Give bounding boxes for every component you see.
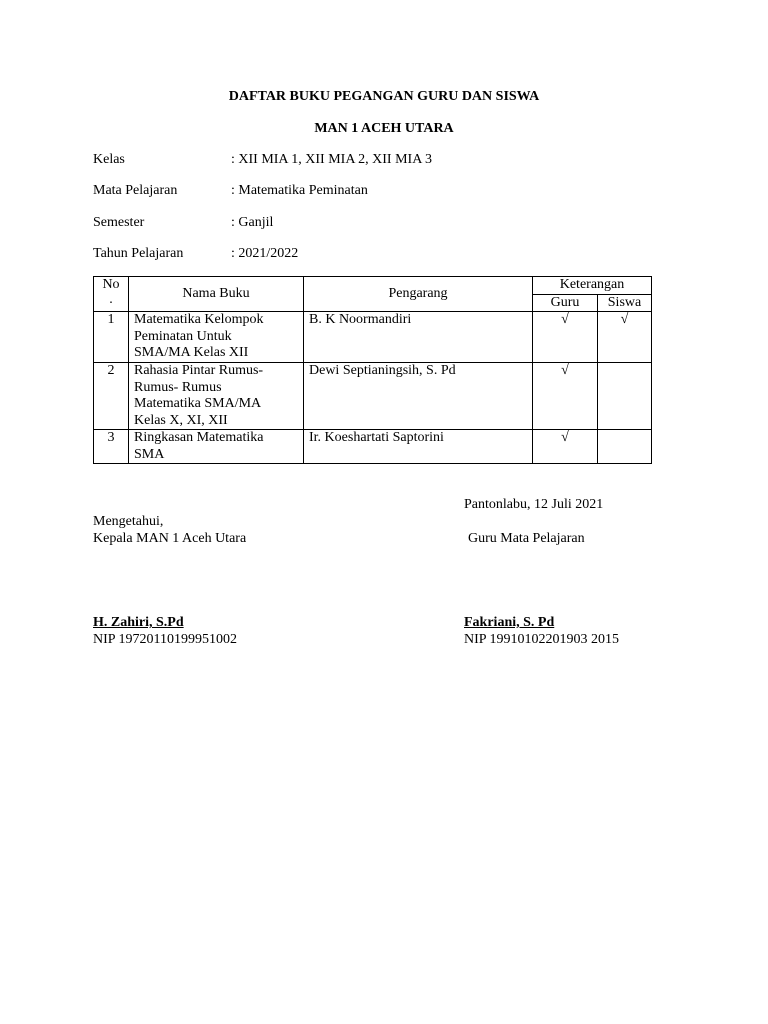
row-siswa-check: √ xyxy=(598,312,652,363)
header-guru: Guru xyxy=(533,294,598,312)
nama-line: SMA xyxy=(134,446,165,462)
left-signatory-nip: NIP 19720110199951002 xyxy=(93,632,238,647)
row-no: 1 xyxy=(94,312,129,363)
row-nama-buku xyxy=(129,430,304,464)
table-row xyxy=(94,430,652,464)
header-pengarang: Pengarang xyxy=(304,277,533,312)
book-table xyxy=(93,276,652,464)
left-signatory-name: H. Zahiri, S.Pd xyxy=(93,615,184,630)
row-no: 3 xyxy=(94,430,129,464)
row-nama-buku xyxy=(129,363,304,430)
info-label-kelas: Kelas xyxy=(93,152,125,167)
header-no-line2: . xyxy=(109,292,113,307)
row-pengarang: Ir. Koeshartati Saptorini xyxy=(304,430,533,464)
row-guru-check: √ xyxy=(533,430,598,464)
nama-line: Rahasia Pintar Rumus- xyxy=(134,363,264,378)
nama-line: Ringkasan Matematika xyxy=(134,430,264,445)
right-signatory-role: Guru Mata Pelajaran xyxy=(468,531,585,546)
nama-line: Rumus- Rumus xyxy=(134,379,222,395)
row-pengarang: B. K Noormandiri xyxy=(304,312,533,363)
info-value-kelas: : XII MIA 1, XII MIA 2, XII MIA 3 xyxy=(231,152,433,167)
info-value-semester: : Ganjil xyxy=(231,215,274,230)
info-value-mata-pelajaran: : Matematika Peminatan xyxy=(231,183,368,198)
nama-line: SMA/MA Kelas XII xyxy=(134,345,249,360)
document-title: DAFTAR BUKU PEGANGAN GURU DAN SISWA xyxy=(228,89,540,104)
row-guru-check: √ xyxy=(533,363,598,430)
place-date: Pantonlabu, 12 Juli 2021 xyxy=(464,497,604,512)
mengetahui-label: Mengetahui, xyxy=(93,514,164,529)
header-keterangan: Keterangan xyxy=(533,277,652,295)
info-label-mata-pelajaran: Mata Pelajaran xyxy=(93,183,178,198)
table-row xyxy=(94,363,652,430)
row-siswa-check xyxy=(598,430,652,464)
row-nama-buku xyxy=(129,312,304,363)
left-signatory-role: Kepala MAN 1 Aceh Utara xyxy=(93,531,247,546)
header-no xyxy=(94,277,129,312)
row-guru-check: √ xyxy=(533,312,598,363)
row-pengarang: Dewi Septianingsih, S. Pd xyxy=(304,363,533,430)
info-label-tahun-pelajaran: Tahun Pelajaran xyxy=(93,246,184,261)
nama-line: Kelas X, XI, XII xyxy=(134,412,228,428)
nama-line: Matematika SMA/MA xyxy=(134,396,262,411)
row-siswa-check xyxy=(598,363,652,430)
nama-line: Peminatan Untuk xyxy=(134,328,232,344)
header-nama-buku: Nama Buku xyxy=(129,277,304,312)
row-no: 2 xyxy=(94,363,129,430)
table-row xyxy=(94,312,652,363)
header-no-line1: No xyxy=(102,277,120,292)
info-value-tahun-pelajaran: : 2021/2022 xyxy=(231,246,299,261)
right-signatory-nip: NIP 19910102201903 2015 xyxy=(464,632,620,647)
nama-line: Matematika Kelompok xyxy=(134,312,264,327)
right-signatory-name: Fakriani, S. Pd xyxy=(464,615,555,630)
document-subtitle: MAN 1 ACEH UTARA xyxy=(314,121,454,136)
header-siswa: Siswa xyxy=(598,294,652,312)
info-label-semester: Semester xyxy=(93,215,145,230)
